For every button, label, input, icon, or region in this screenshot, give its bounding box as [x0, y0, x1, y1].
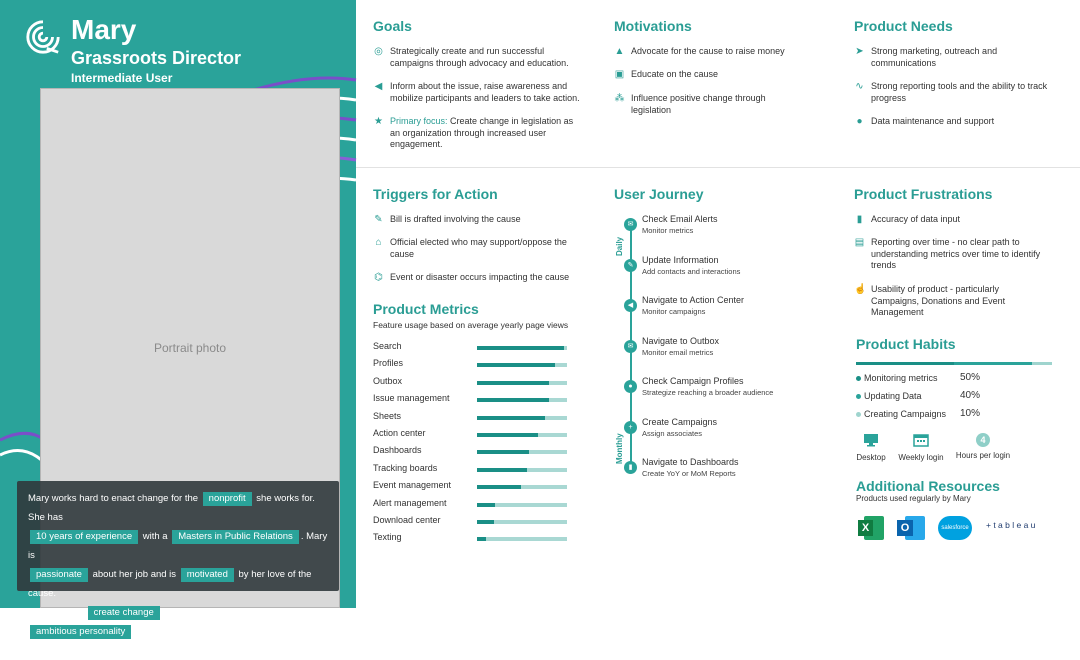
journey-step-sub: Add contacts and interactions — [642, 267, 740, 276]
habit-item — [856, 391, 1056, 403]
persona-photo: Portrait photo — [40, 88, 340, 608]
trigger-text: Official elected who may support/oppose the cause — [390, 237, 583, 260]
metric-label: Alert management — [373, 498, 447, 508]
metric-bar-fill — [477, 416, 545, 420]
persona-panel — [0, 0, 356, 608]
habits-title: Product Habits — [856, 336, 956, 352]
metric-bar-fill — [477, 346, 564, 350]
trigger-text: Bill is drafted involving the cause — [390, 214, 521, 226]
metric-bar-track — [477, 363, 567, 367]
habit-label: Monitoring metrics — [864, 373, 938, 383]
primary-focus-label: Primary focus: — [390, 116, 448, 126]
journey-step-icon: ● — [624, 380, 637, 393]
metric-row — [373, 480, 573, 492]
metric-label: Event management — [373, 480, 451, 490]
journey-step-title: Navigate to Dashboards — [642, 457, 739, 467]
habit-label: Updating Data — [864, 391, 922, 401]
metric-label: Profiles — [373, 358, 403, 368]
pointer-hand-icon: ☝ — [854, 284, 865, 295]
journey-step-icon: ▮ — [624, 461, 637, 474]
bio-tag: ambitious personality — [30, 625, 131, 639]
metric-row — [373, 411, 573, 423]
persona-name: Mary — [71, 14, 136, 46]
bio-text: . Mary is — [28, 531, 327, 561]
frustration-text: Reporting over time - no clear path to understanding metrics over time to identify trends — [871, 237, 1054, 272]
habit-label: Creating Campaigns — [864, 409, 946, 419]
megaphone-icon: ◀ — [373, 81, 384, 92]
bio-tag: create change — [88, 606, 160, 620]
metrics-title: Product Metrics — [373, 301, 479, 317]
journey-step-icon: ✉ — [624, 340, 637, 353]
frustration-item — [854, 237, 1054, 272]
metric-label: Outbox — [373, 376, 402, 386]
journey-step-sub: Monitor email metrics — [642, 348, 713, 357]
government-building-icon: ⌂ — [373, 237, 384, 248]
frustrations-title: Product Frustrations — [854, 186, 992, 202]
metric-row — [373, 515, 573, 527]
metric-bar-track — [477, 468, 567, 472]
outlook-logo-icon: O — [897, 514, 925, 542]
support-chat-icon: ● — [854, 116, 865, 127]
metric-bar-track — [477, 398, 567, 402]
metric-row — [373, 463, 573, 475]
hours-icon: 4 — [976, 433, 990, 447]
metric-row — [373, 341, 573, 353]
goal-text: Strategically create and run successful campaigns through advocacy and education. — [390, 46, 583, 69]
journey-step-sub: Monitor campaigns — [642, 307, 705, 316]
habits-stacked-bar — [856, 362, 1052, 365]
frustration-item — [854, 214, 1054, 226]
habit-bullet — [856, 376, 861, 381]
metric-bar-fill — [477, 537, 486, 541]
persona-level: Intermediate User — [71, 71, 172, 85]
need-text: Strong reporting tools and the ability to track progress — [871, 81, 1059, 104]
metric-row — [373, 393, 573, 405]
goal-item-primary — [373, 116, 583, 151]
need-item — [854, 116, 1054, 128]
metric-bar-fill — [477, 381, 549, 385]
metric-bar-fill — [477, 433, 538, 437]
device-desktop — [856, 433, 886, 462]
motivation-text: Educate on the cause — [631, 69, 718, 81]
journey-step-title: Create Campaigns — [642, 417, 717, 427]
resources-title: Additional Resources — [856, 478, 1000, 494]
metric-label: Dashboards — [373, 445, 422, 455]
journey-step-icon: ◀ — [624, 299, 637, 312]
motivation-text: Advocate for the cause to raise money — [631, 46, 785, 58]
target-icon: ◎ — [373, 46, 384, 57]
primary-focus-text: Create change in legislation as an organization through increased user engagement. — [390, 116, 573, 149]
triggers-title: Triggers for Action — [373, 186, 498, 202]
motivation-item — [614, 46, 814, 58]
trigger-item — [373, 272, 583, 284]
metric-row — [373, 498, 573, 510]
metric-label: Download center — [373, 515, 441, 525]
frustration-text: Usability of product - particularly Campaigns, Donations and Event Management — [871, 284, 1034, 319]
journey-step-title: Check Email Alerts — [642, 214, 718, 224]
metric-bar-track — [477, 416, 567, 420]
presentation-icon: ▣ — [614, 69, 625, 80]
document-edit-icon: ✎ — [373, 214, 384, 225]
journey-step-title: Check Campaign Profiles — [642, 376, 744, 386]
excel-logo-icon: X — [858, 514, 884, 542]
metric-bar-track — [477, 503, 567, 507]
bio-tag: 10 years of experience — [30, 530, 138, 544]
calendar-icon — [913, 433, 929, 447]
bio-text: she works for. She has — [28, 493, 315, 523]
salesforce-logo-icon: salesforce — [938, 514, 972, 542]
bio-text: She wants to — [28, 607, 83, 618]
bio-text: will help guide the goals of the nonprofit. — [28, 645, 198, 656]
metric-label: Tracking boards — [373, 463, 437, 473]
habit-item — [856, 409, 1056, 421]
bio-tag: Masters in Public Relations — [172, 530, 299, 544]
bio-text: Mary works hard to enact change for the — [28, 493, 198, 504]
journey-step-title: Navigate to Action Center — [642, 295, 744, 305]
motivation-item — [614, 69, 814, 81]
metric-bar-fill — [477, 468, 527, 472]
habit-percent: 50% — [960, 372, 980, 383]
habit-percent: 10% — [960, 408, 980, 419]
bio-text: about her job and is — [93, 569, 176, 580]
tableau-logo-icon: + t a b l e a u — [986, 514, 1056, 542]
trigger-item — [373, 237, 583, 260]
line-chart-icon: ∿ — [854, 81, 865, 92]
journey-title: User Journey — [614, 186, 703, 202]
product-needs-title: Product Needs — [854, 18, 953, 34]
resources-subtitle: Products used regularly by Mary — [856, 494, 971, 503]
metric-row — [373, 428, 573, 440]
metric-bar-track — [477, 485, 567, 489]
habit-bar-segment — [954, 362, 1032, 365]
habit-bar-segment — [1032, 362, 1052, 365]
frustration-text: Accuracy of data input — [871, 214, 960, 226]
goals-title: Goals — [373, 18, 412, 34]
journey-step-icon: + — [624, 421, 637, 434]
journey-step-title: Navigate to Outbox — [642, 336, 719, 346]
frustration-item — [854, 284, 1034, 319]
people-icon: ⁂ — [614, 93, 625, 104]
habit-bar-segment — [856, 362, 954, 365]
metric-bar-fill — [477, 363, 555, 367]
growth-chart-icon: ▲ — [614, 46, 625, 57]
metric-bar-track — [477, 381, 567, 385]
journey-step-title: Update Information — [642, 255, 719, 265]
metric-bar-track — [477, 537, 567, 541]
journey-step-icon: ✎ — [624, 259, 637, 272]
need-text: Data maintenance and support — [871, 116, 994, 128]
habit-bullet — [856, 394, 861, 399]
metric-bar-fill — [477, 485, 521, 489]
bio-text: by her love of the cause. — [28, 569, 311, 599]
disaster-icon: ⌬ — [373, 272, 384, 283]
metric-label: Sheets — [373, 411, 401, 421]
journey-step-sub: Monitor metrics — [642, 226, 693, 235]
star-icon: ★ — [373, 116, 384, 127]
device-weekly — [897, 433, 945, 462]
metric-label: Issue management — [373, 393, 450, 403]
need-item — [854, 81, 1059, 104]
metric-bar-track — [477, 346, 567, 350]
device-label: Weekly login — [897, 453, 945, 462]
bio-tag: nonprofit — [203, 492, 252, 506]
metric-row — [373, 376, 573, 388]
bio-tag: motivated — [181, 568, 234, 582]
desktop-icon — [863, 433, 879, 447]
persona-bio — [17, 481, 339, 591]
metric-bar-fill — [477, 503, 495, 507]
bio-text: and believes her — [164, 607, 234, 618]
metric-bar-fill — [477, 398, 549, 402]
journey-step-sub: Assign associates — [642, 429, 702, 438]
bar-chart-icon: ▮ — [854, 214, 865, 225]
metric-bar-track — [477, 450, 567, 454]
metric-bar-fill — [477, 450, 529, 454]
persona-role: Grassroots Director — [71, 48, 241, 69]
metric-bar-track — [477, 433, 567, 437]
device-label: Desktop — [856, 453, 886, 462]
need-item — [854, 46, 1044, 69]
journey-daily-label: Daily — [615, 237, 624, 256]
metric-label: Texting — [373, 532, 402, 542]
motivations-title: Motivations — [614, 18, 692, 34]
bio-tag: passionate — [30, 568, 88, 582]
journey-step-sub: Strategize reaching a broader audience — [642, 388, 773, 397]
metric-row — [373, 358, 573, 370]
logo-icon — [24, 18, 62, 56]
goal-item — [373, 81, 588, 104]
trigger-item — [373, 214, 583, 226]
metrics-subtitle: Feature usage based on average yearly page views — [373, 320, 568, 330]
habit-percent: 40% — [960, 390, 980, 401]
motivation-text: Influence positive change through legislation — [631, 93, 784, 116]
device-hours — [954, 433, 1012, 460]
need-text: Strong marketing, outreach and communications — [871, 46, 1044, 69]
journey-monthly-label: Monthly — [615, 433, 624, 464]
metric-row — [373, 445, 573, 457]
habit-bullet — [856, 412, 861, 417]
trigger-text: Event or disaster occurs impacting the cause — [390, 272, 569, 284]
section-divider — [356, 167, 1080, 168]
journey-step-sub: Create YoY or MoM Reports — [642, 469, 736, 478]
device-label: Hours per login — [954, 451, 1012, 460]
habit-item — [856, 373, 1056, 385]
metric-row — [373, 532, 573, 544]
report-icon: ▤ — [854, 237, 865, 248]
goal-item — [373, 46, 583, 69]
metric-label: Search — [373, 341, 402, 351]
goal-text: Inform about the issue, raise awareness and mobilize participants and leaders to take action. — [390, 81, 588, 104]
metric-label: Action center — [373, 428, 426, 438]
bio-text: with a — [143, 531, 168, 542]
paper-plane-icon: ➤ — [854, 46, 865, 57]
motivation-item — [614, 93, 784, 116]
metric-bar-fill — [477, 520, 494, 524]
journey-step-icon: ✉ — [624, 218, 637, 231]
metric-bar-track — [477, 520, 567, 524]
